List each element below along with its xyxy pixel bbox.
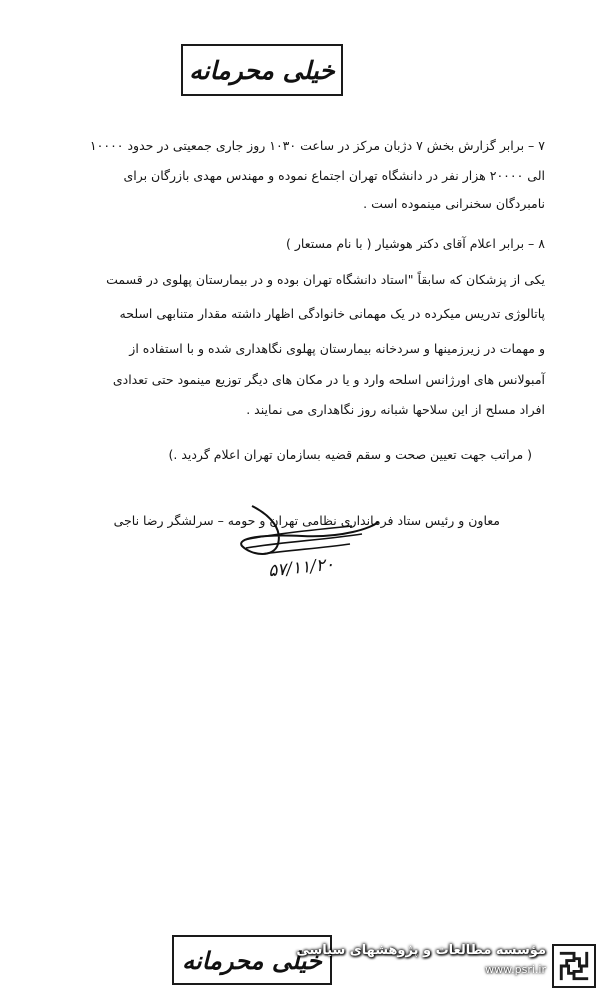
paragraph-8-line-4: آمبولانس های اورژانس اسلحه وارد و یا در مکان های دیگر توزیع مینمود حتی تعدادی <box>112 372 545 387</box>
top-classification-stamp: خیلی محرمانه <box>181 44 343 96</box>
paragraph-8-line-3: و مهمات در زیرزمینها و سردخانه بیمارستان پهلوی نگاهداری شده و با استفاده از <box>129 341 545 356</box>
publisher-watermark <box>296 940 600 990</box>
paragraph-8-heading: ۸ – برابر اعلام آقای دکتر هوشیار ( با نام مستعار ) <box>286 236 545 251</box>
handwritten-note: ( مراتب جهت تعیین صحت و سقم قضیه بسازمان تهران اعلام گردید .) <box>168 447 532 462</box>
signature-date: ۵۷/۱۱/۲۰ <box>267 554 336 582</box>
paragraph-8-line-5: افراد مسلح از این سلاحها شبانه روز نگاهداری می نمایند . <box>246 402 545 417</box>
paragraph-7-line-3: نامبردگان سخنرانی مینموده است . <box>363 196 545 211</box>
paragraph-8-line-2: پاتالوژی تدریس میکرده در یک مهمانی خانوادگی اظهار داشته مقدار متنابهی اسلحه <box>119 306 545 321</box>
paragraph-8-line-1: یکی از پزشکان که سابقاً "استاد دانشگاه تهران بوده و در بیمارستان پهلوی در قسمت <box>106 272 545 287</box>
signatory-line: معاون و رئیس ستاد فرمانداری نظامی تهران و حومه – سرلشگر رضا ناجی <box>113 513 500 528</box>
psri-emblem-icon <box>552 944 596 988</box>
publisher-url[interactable]: www.psri.ir <box>485 963 546 976</box>
paragraph-7-line-1: ۷ – برابر گزارش بخش ۷ دژبان مرکز در ساعت ۱۰۳۰ روز جاری جمعیتی در حدود ۱۰۰۰۰ <box>89 138 545 153</box>
bottom-classification-stamp: خیلی محرمانه <box>172 935 332 985</box>
paragraph-7-line-2: الی ۲۰۰۰۰ هزار نفر در دانشگاه تهران اجتماع نموده و مهندس مهدی بازرگان برای <box>123 168 545 183</box>
publisher-name: مؤسسه مطالعات و پژوهشهای سیاسی <box>296 943 546 958</box>
